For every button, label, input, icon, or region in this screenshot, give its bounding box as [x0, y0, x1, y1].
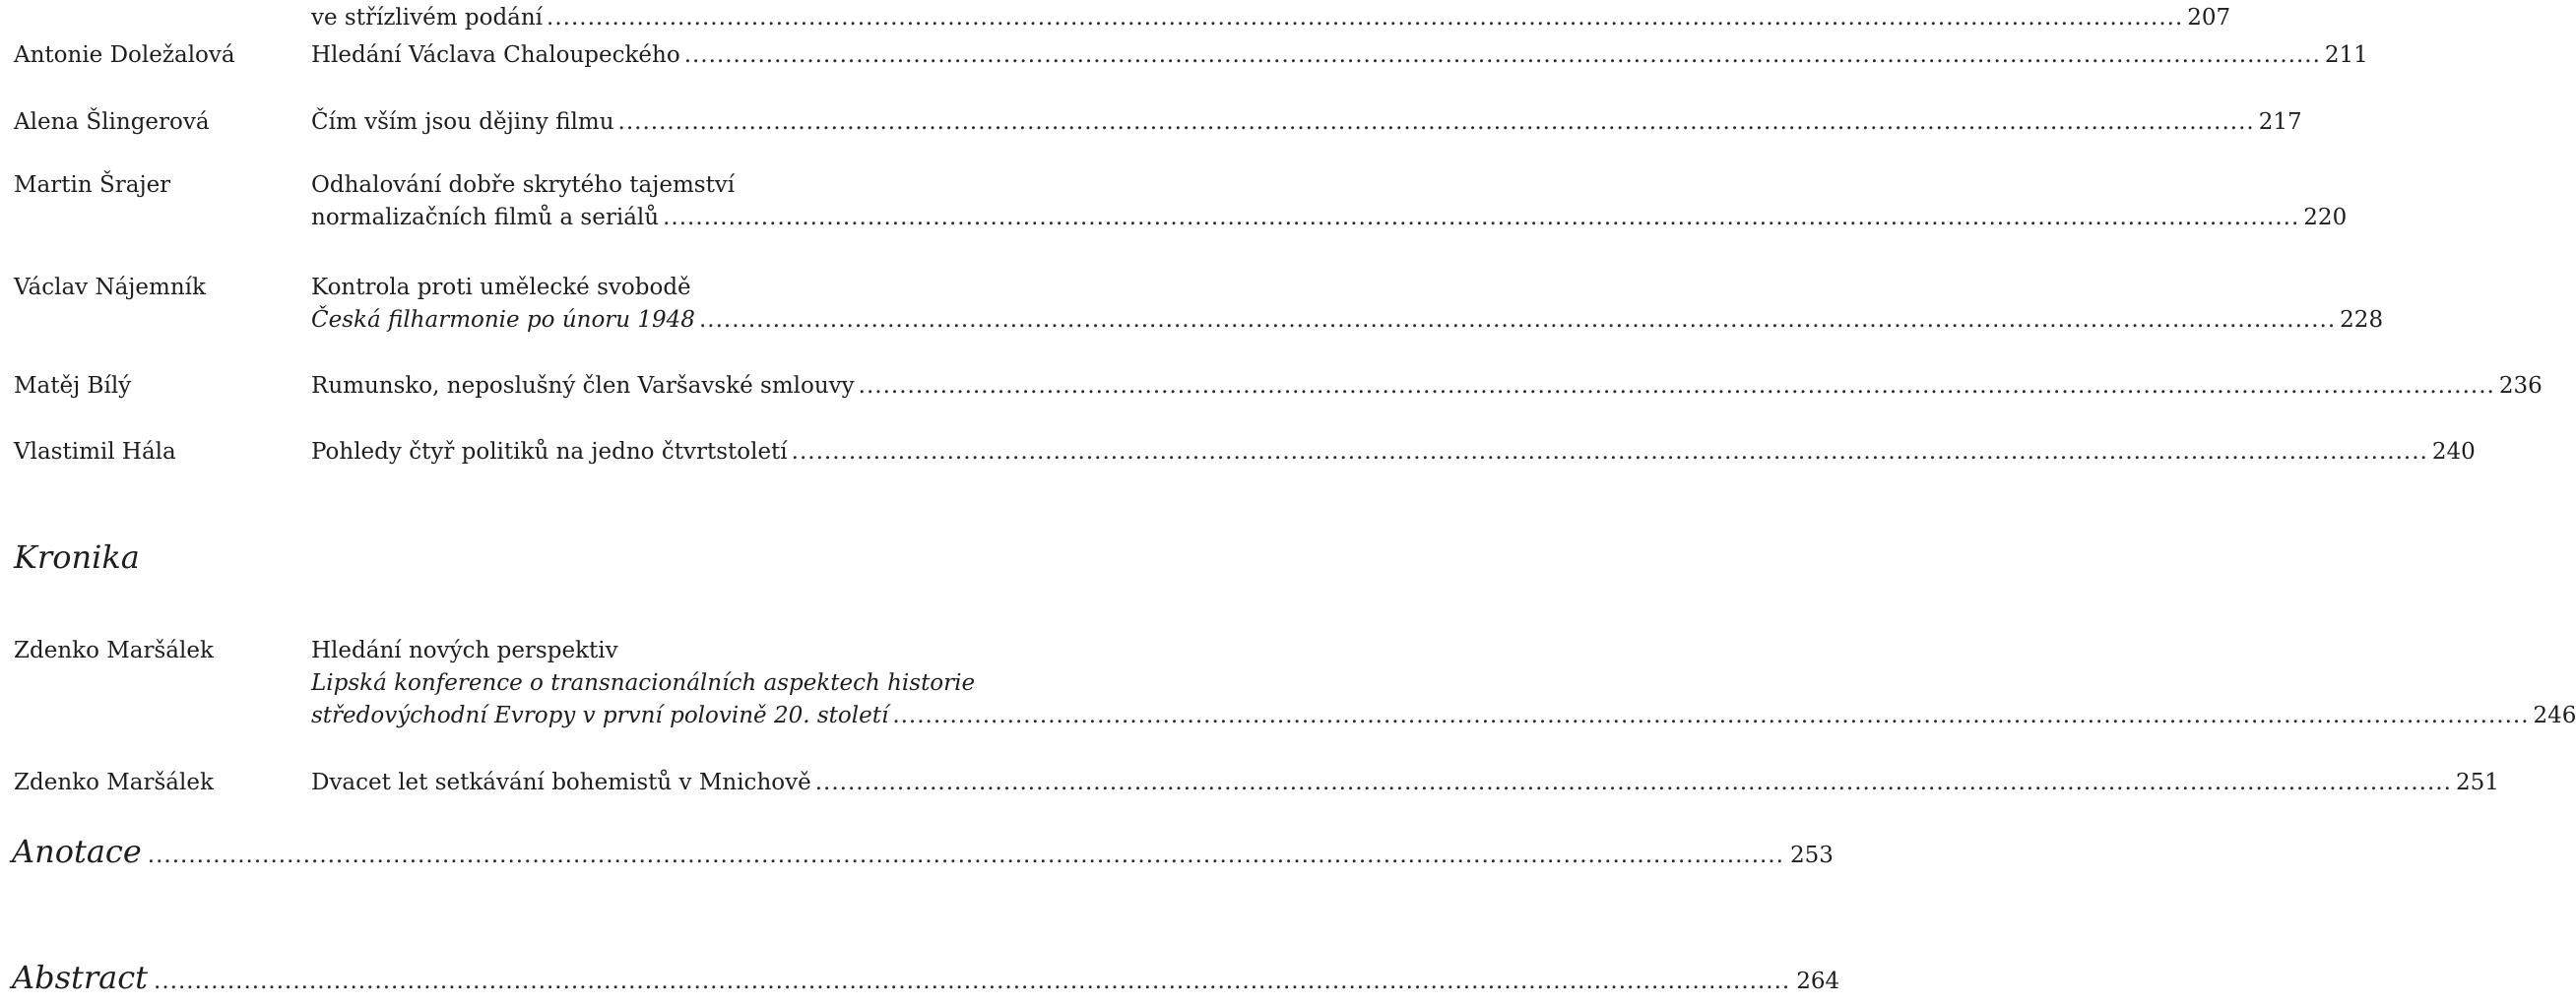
entry-line	[311, 272, 967, 304]
page-number: 264	[1796, 969, 1840, 994]
entry-line	[311, 700, 2576, 732]
dot-leader: ........................................................................................................................................................................................................	[814, 770, 2452, 795]
entry-title: Odhalování dobře skrytého tajemství	[311, 172, 736, 198]
entry-author: Matěj Bílý	[14, 373, 132, 399]
entry-title-block	[311, 635, 2576, 732]
entry-line	[311, 39, 2368, 72]
section-label: Anotace	[12, 833, 142, 870]
dot-leader: ........................................................................................................................................................................................................	[791, 439, 2428, 465]
entry-author: Zdenko Maršálek	[14, 638, 214, 663]
dot-leader: ........................................................................................................................................................................................................	[858, 373, 2495, 399]
entry-title-block	[311, 106, 2302, 139]
page-number: 253	[1790, 843, 1834, 868]
page-number: 211	[2324, 42, 2368, 68]
entry-title: ve střízlivém podání	[311, 5, 544, 31]
entry-title: Rumunsko, neposlušný člen Varšavské smlouvy	[311, 373, 855, 399]
page-number: 246	[2533, 703, 2576, 728]
entry-line	[311, 202, 2348, 234]
entry-title-block	[311, 39, 2368, 72]
entry-subtitle: Lipská konference o transnacionálních aspektech historie	[311, 670, 976, 696]
entry-title-block	[311, 169, 2348, 234]
entry-author: Zdenko Maršálek	[14, 770, 214, 795]
section-anotace	[12, 833, 1834, 870]
entry-title-block	[311, 436, 2476, 469]
entry-line	[311, 767, 2499, 799]
entry-line	[311, 304, 2384, 337]
entry-author: Antonie Doležalová	[14, 42, 235, 68]
section-label: Abstract	[12, 959, 149, 996]
entry-line	[311, 370, 2543, 403]
section-abstract	[12, 959, 1840, 996]
dot-leader: ........................................................................................................................................................................................................	[547, 5, 2184, 31]
entry-author: Alena Šlingerová	[14, 109, 210, 135]
entry-author: Vlastimil Hála	[14, 439, 176, 465]
entry-title-block	[311, 272, 2384, 337]
page-number: 240	[2431, 439, 2476, 465]
page-number: 220	[2303, 205, 2348, 230]
page-number: 236	[2498, 373, 2543, 399]
entry-subtitle: středovýchodní Evropy v první polovině 20. století	[311, 703, 889, 728]
entry-title: Hledání Václava Chaloupeckého	[311, 42, 680, 68]
dot-leader: ........................................................................................................................................................................................................	[892, 703, 2530, 728]
entry-line	[311, 2, 2231, 34]
entry-line	[311, 635, 967, 667]
page-number: 251	[2455, 770, 2499, 795]
page-number: 228	[2340, 307, 2384, 333]
entry-title: normalizačních filmů a seriálů	[311, 205, 660, 230]
page-number: 217	[2258, 109, 2302, 135]
entry-author: Martin Šrajer	[14, 172, 171, 198]
entry-title: Dvacet let setkávání bohemistů v Mnichově	[311, 770, 811, 795]
entry-title: Hledání nových perspektiv	[311, 638, 618, 663]
entry-title-block	[311, 2, 2231, 34]
page-number: 207	[2187, 5, 2231, 31]
section-heading-kronika: Kronika	[14, 538, 140, 576]
entry-title-block	[311, 370, 2543, 403]
entry-title: Kontrola proti umělecké svobodě	[311, 275, 691, 300]
dot-leader: ........................................................................................................................................................................................................	[147, 843, 1784, 868]
entry-author: Václav Nájemník	[14, 275, 206, 300]
entry-title-block	[311, 767, 2499, 799]
entry-line	[311, 106, 2302, 139]
entry-line	[311, 667, 976, 700]
dot-leader: ........................................................................................................................................................................................................	[154, 969, 1791, 994]
entry-title: Čím vším jsou dějiny filmu	[311, 109, 614, 135]
dot-leader: ........................................................................................................................................................................................................	[663, 205, 2300, 230]
entry-title: Pohledy čtyř politiků na jedno čtvrtstoletí	[311, 439, 788, 465]
dot-leader: ........................................................................................................................................................................................................	[698, 307, 2337, 333]
entry-line	[311, 436, 2476, 469]
dot-leader: ........................................................................................................................................................................................................	[617, 109, 2255, 135]
dot-leader: ........................................................................................................................................................................................................	[683, 42, 2321, 68]
entry-line	[311, 169, 967, 202]
entry-subtitle: Česká filharmonie po únoru 1948	[311, 307, 695, 333]
